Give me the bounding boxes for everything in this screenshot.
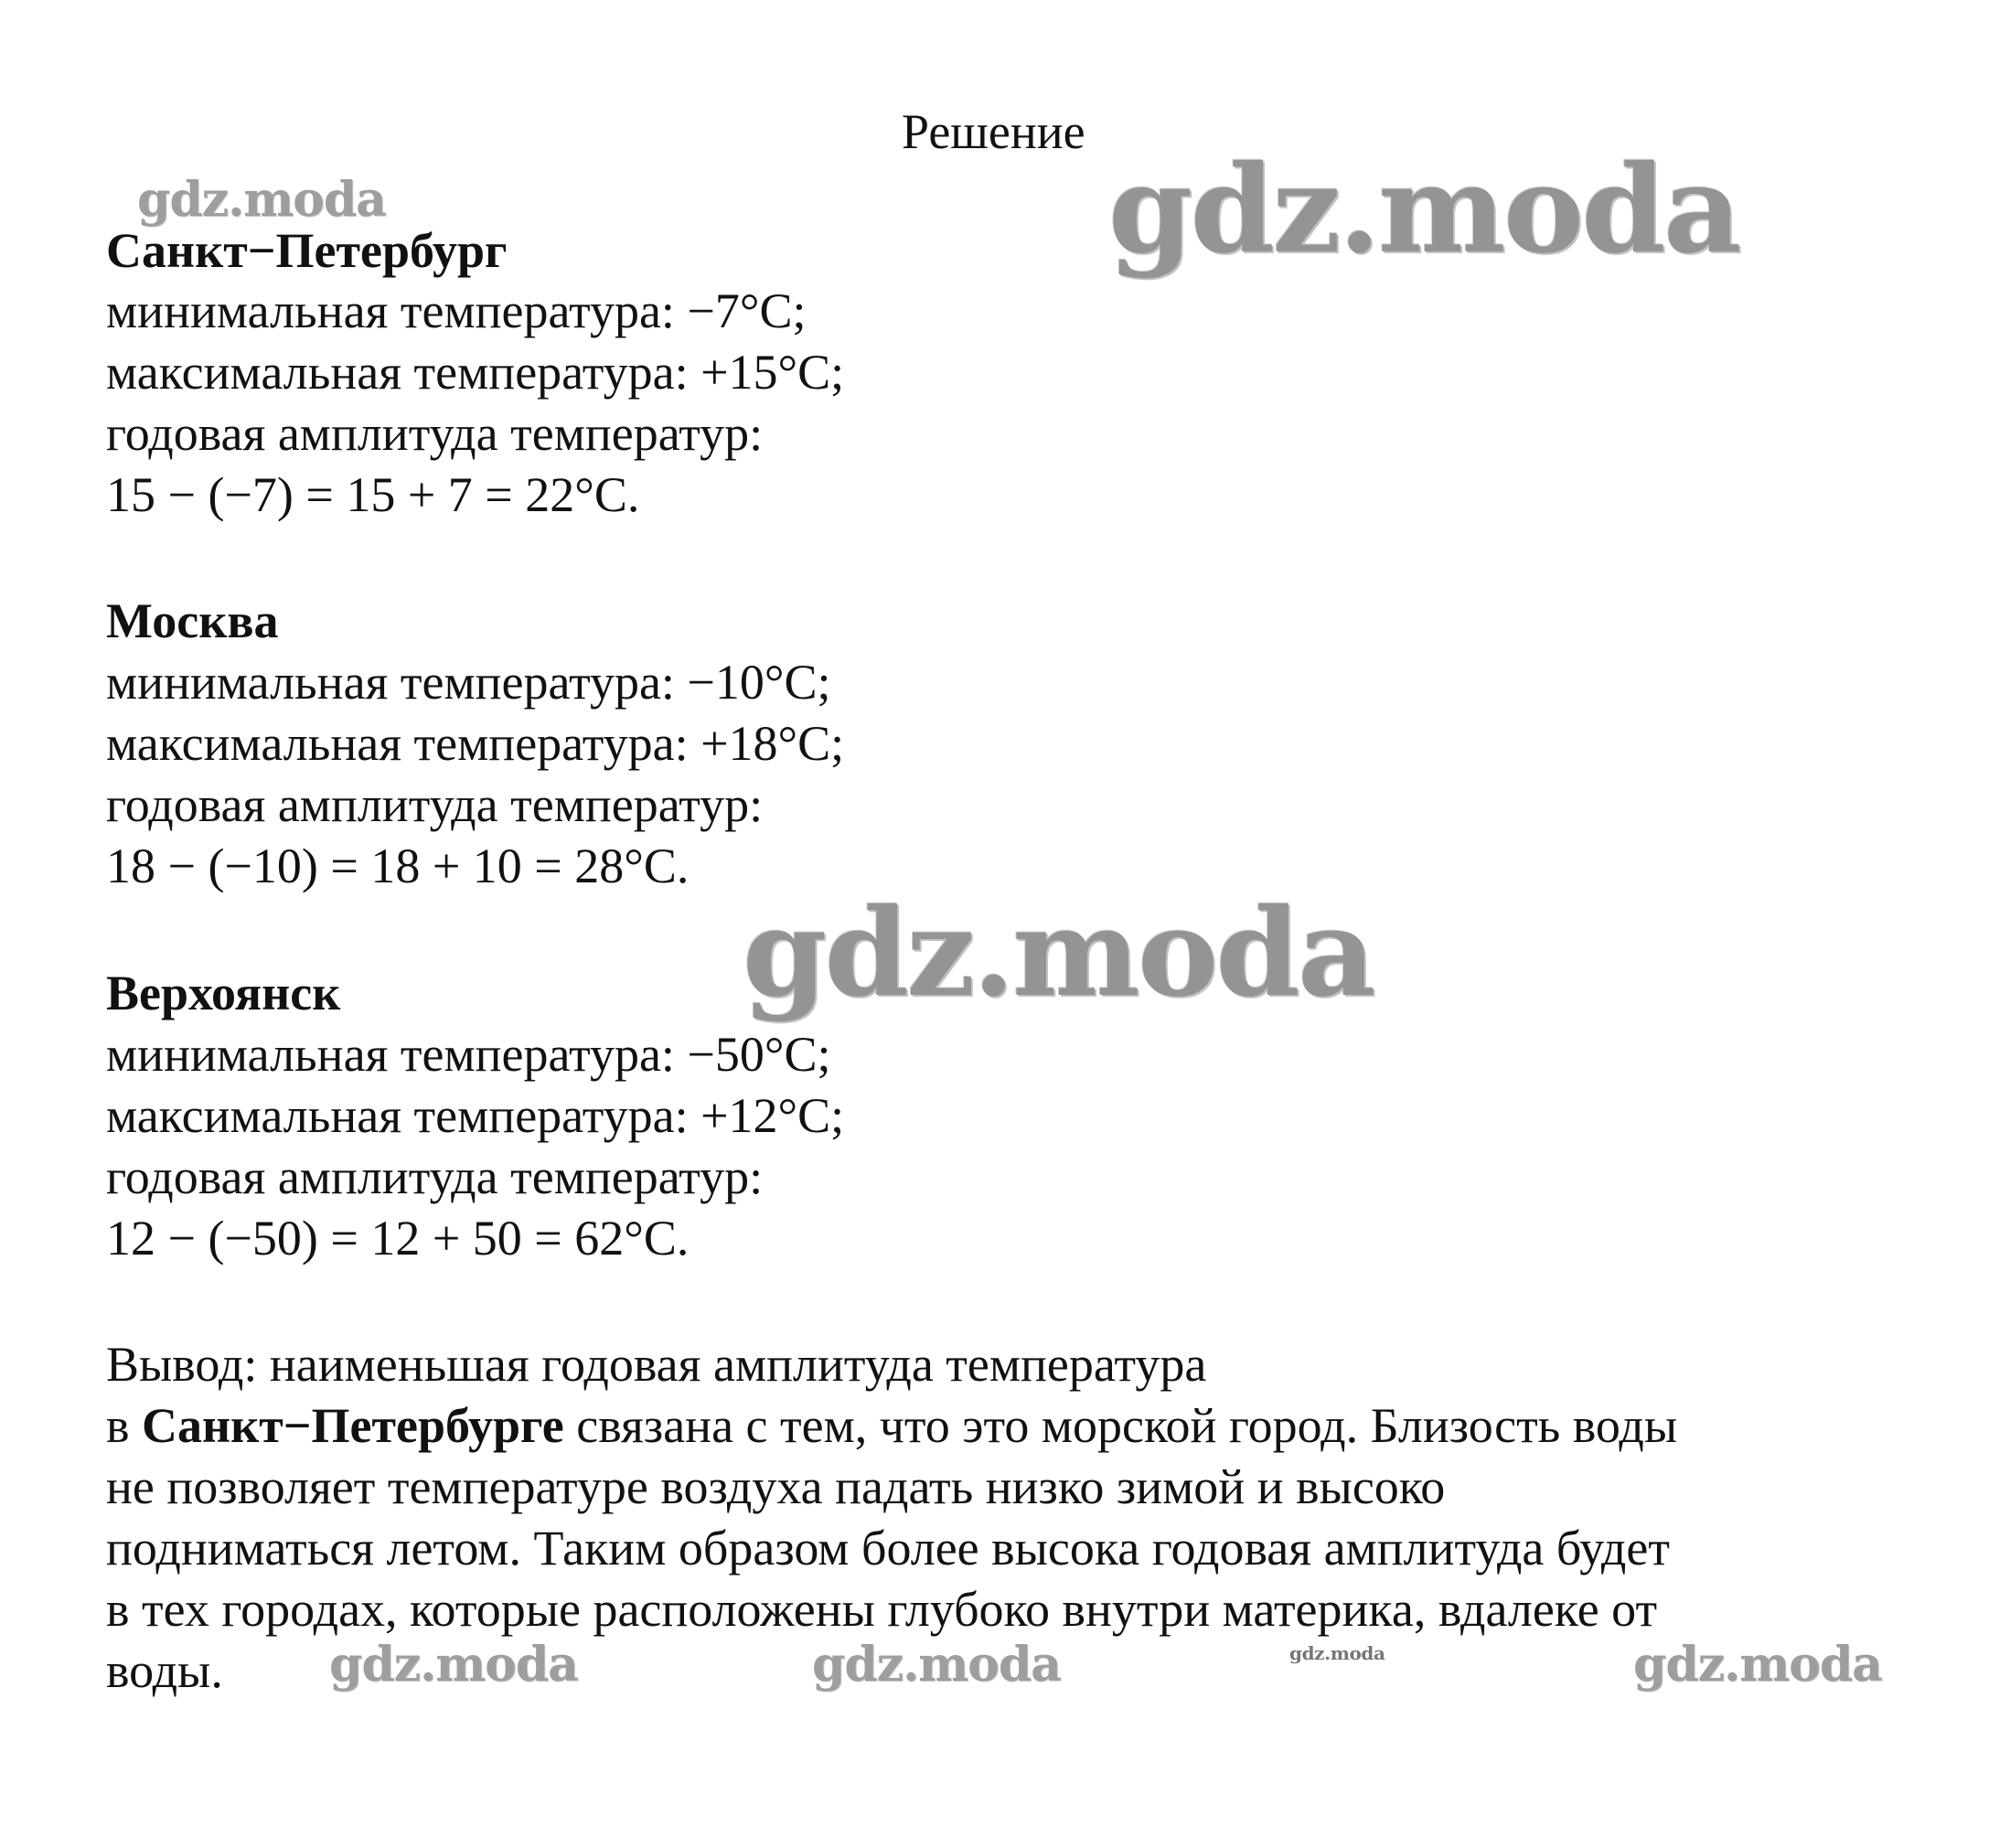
amplitude-label-moscow: годовая амплитуда температур: [106, 777, 764, 832]
conclusion-rest: связана с тем, что это морской город. Близость воды [563, 1398, 1678, 1453]
amplitude-calc-moscow: 18 − (−10) = 18 + 10 = 28°C. [106, 839, 690, 893]
watermark-top-right: gdz.moda [1108, 139, 1739, 281]
watermark-middle: gdz.moda [743, 882, 1374, 1024]
city-heading-spb: Санкт−Петербург [106, 223, 508, 278]
conclusion-prefix: в [106, 1398, 142, 1453]
conclusion-line-5: в тех городах, которые расположены глубоко внутри материка, вдалеке от [106, 1582, 1658, 1637]
watermark-top-left: gdz.moda [137, 172, 386, 228]
watermark-bottom-1: gdz.moda [329, 1637, 578, 1693]
conclusion-line-6: воды. [106, 1643, 223, 1698]
amplitude-label-verkhoyansk: годовая амплитуда температур: [106, 1149, 764, 1204]
amplitude-calc-spb: 15 − (−7) = 15 + 7 = 22°C. [106, 467, 640, 522]
max-temp-moscow: максимальная температура: +18°C; [106, 716, 845, 771]
conclusion-line-2 [106, 1394, 1677, 1457]
max-temp-verkhoyansk: максимальная температура: +12°C; [106, 1088, 845, 1143]
conclusion-line-1: Вывод: наименьшая годовая амплитуда температура [106, 1337, 1207, 1392]
min-temp-spb: минимальная температура: −7°C; [106, 283, 807, 338]
min-temp-moscow: минимальная температура: −10°C; [106, 655, 831, 710]
city-heading-moscow: Москва [106, 593, 279, 648]
conclusion-city-bold: Санкт−Петербурге [142, 1398, 564, 1453]
amplitude-label-spb: годовая амплитуда температур: [106, 406, 764, 461]
min-temp-verkhoyansk: минимальная температура: −50°C; [106, 1027, 831, 1082]
conclusion-line-3: не позволяет температуре воздуха падать низко зимой и высоко [106, 1459, 1446, 1514]
watermark-bottom-2: gdz.moda [812, 1637, 1061, 1693]
city-heading-verkhoyansk: Верхоянск [106, 966, 341, 1020]
page-title: Решение [902, 104, 1085, 159]
conclusion-line-4: подниматься летом. Таким образом более высока годовая амплитуда будет [106, 1521, 1670, 1576]
max-temp-spb: максимальная температура: +15°C; [106, 345, 845, 400]
amplitude-calc-verkhoyansk: 12 − (−50) = 12 + 50 = 62°C. [106, 1211, 690, 1266]
watermark-bottom-3: gdz.moda [1289, 1642, 1385, 1664]
watermark-bottom-4: gdz.moda [1633, 1637, 1882, 1693]
